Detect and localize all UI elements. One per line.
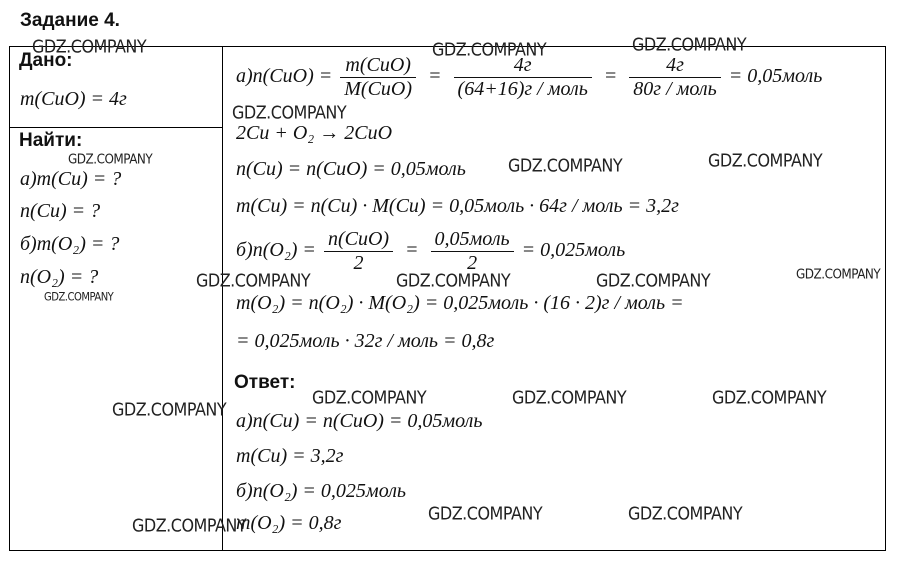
given-divider <box>9 127 222 128</box>
equation-m-cu: m(Cu) = n(Cu) · M(Cu) = 0,05моль · 64г / моль = 3,2г <box>236 195 679 217</box>
find-item: б)m(O₂) = ? <box>20 233 120 255</box>
watermark: GDZ.COMPANY <box>196 269 311 292</box>
watermark: GDZ.COMPANY <box>432 38 547 61</box>
find-header: Найти: <box>19 130 83 151</box>
watermark: GDZ.COMPANY <box>44 291 114 304</box>
fraction-numerator: n(CuO) <box>324 228 393 252</box>
fraction-denominator: M(CuO) <box>344 78 413 100</box>
watermark: GDZ.COMPANY <box>132 514 247 537</box>
equation-a <box>236 54 822 101</box>
watermark: GDZ.COMPANY <box>396 269 511 292</box>
task-title: Задание 4. <box>20 10 120 31</box>
fraction-numerator: 4г <box>454 54 592 78</box>
find-item: n(O₂) = ? <box>20 266 99 288</box>
fraction-denominator: 2 <box>353 252 364 274</box>
fraction <box>324 228 393 275</box>
equation-m-o2: m(O₂) = n(O₂) · M(O₂) = 0,025моль · (16 · 2)г / моль = <box>236 292 684 314</box>
fraction <box>340 54 416 101</box>
answer-header: Ответ: <box>234 372 296 393</box>
fraction-numerator: 0,05моль <box>431 228 514 252</box>
fraction-denominator: (64+16)г / моль <box>457 78 588 100</box>
watermark: GDZ.COMPANY <box>508 154 623 177</box>
equals-sign: = <box>405 239 419 262</box>
equals-sign: = <box>603 65 618 88</box>
equation-b <box>236 228 625 275</box>
given-header: Дано: <box>19 50 73 71</box>
fraction-numerator: m(CuO) <box>340 54 416 78</box>
answer-line: m(O₂) = 0,8г <box>236 512 342 534</box>
reaction-equation: 2Cu + O₂ → 2CuO <box>236 122 393 144</box>
answer-line: б)n(O₂) = 0,025моль <box>236 480 407 502</box>
equation-lhs: б)n(O₂) = <box>236 239 316 262</box>
watermark: GDZ.COMPANY <box>112 398 227 421</box>
fraction <box>454 54 592 101</box>
answer-line: а)n(Cu) = n(CuO) = 0,05моль <box>236 410 483 432</box>
fraction <box>629 54 720 101</box>
find-item: а)m(Cu) = ? <box>20 168 122 190</box>
watermark: GDZ.COMPANY <box>796 266 881 282</box>
watermark: GDZ.COMPANY <box>708 149 823 172</box>
watermark: GDZ.COMPANY <box>32 35 147 58</box>
watermark: GDZ.COMPANY <box>712 386 827 409</box>
watermark: GDZ.COMPANY <box>632 33 747 56</box>
watermark: GDZ.COMPANY <box>596 269 711 292</box>
find-item: n(Cu) = ? <box>20 200 101 222</box>
given-mass-cuo: m(CuO) = 4г <box>20 88 127 110</box>
equation-m-o2-continued: = 0,025моль · 32г / моль = 0,8г <box>236 330 495 352</box>
equation-result: = 0,025моль <box>521 239 626 262</box>
equation-result: = 0,05моль <box>728 65 823 88</box>
equation-lhs: а)n(CuO) = <box>236 65 333 88</box>
answer-line: m(Cu) = 3,2г <box>236 445 344 467</box>
fraction <box>431 228 514 275</box>
watermark: GDZ.COMPANY <box>68 151 153 167</box>
watermark: GDZ.COMPANY <box>512 386 627 409</box>
equation-n-cu: n(Cu) = n(CuO) = 0,05моль <box>236 158 466 180</box>
watermark: GDZ.COMPANY <box>232 101 347 124</box>
watermark: GDZ.COMPANY <box>428 502 543 525</box>
fraction-denominator: 2 <box>467 252 478 274</box>
fraction-numerator: 4г <box>629 54 720 78</box>
watermark: GDZ.COMPANY <box>312 386 427 409</box>
equals-sign: = <box>428 65 442 88</box>
watermark: GDZ.COMPANY <box>628 502 743 525</box>
fraction-denominator: 80г / моль <box>633 78 717 100</box>
column-divider <box>222 46 223 551</box>
